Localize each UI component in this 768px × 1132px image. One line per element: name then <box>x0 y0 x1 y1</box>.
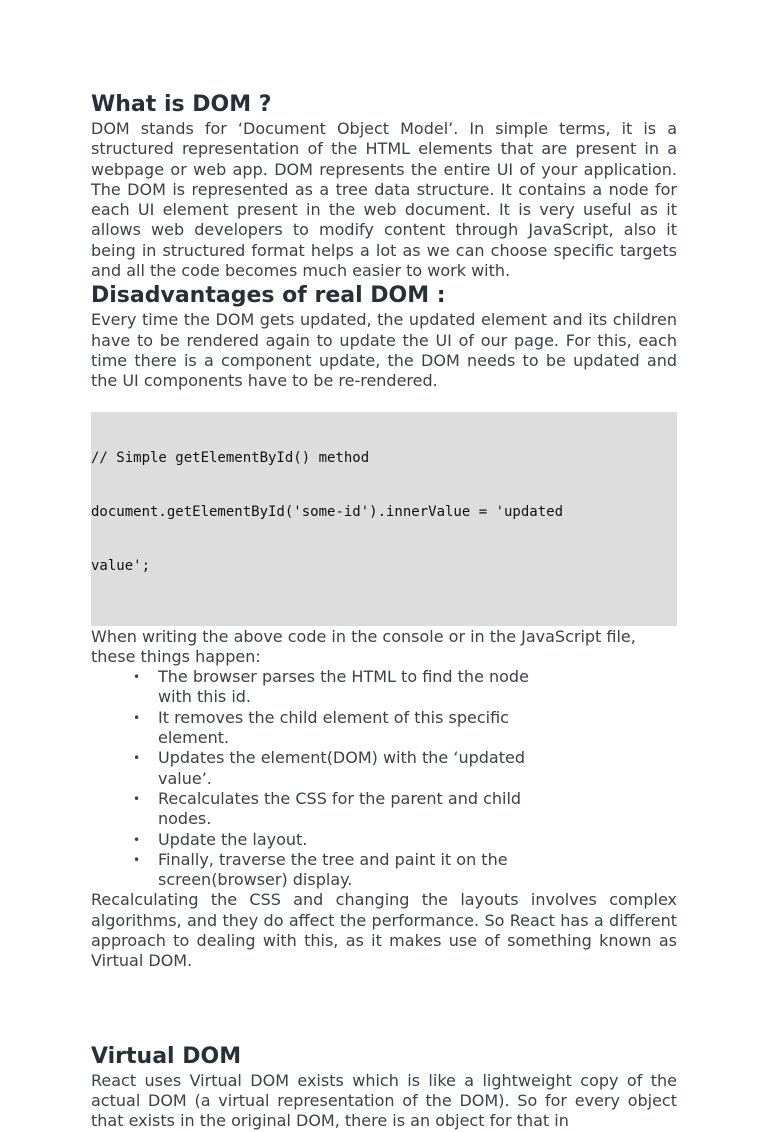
bullet-icon: • <box>133 670 141 685</box>
list-item <box>133 707 677 749</box>
bullet-icon: • <box>133 791 141 806</box>
list-item <box>133 667 677 708</box>
heading-virtual-dom: Virtual DOM <box>91 1043 242 1069</box>
document-page <box>91 91 677 1132</box>
heading-what-is-dom: What is DOM ? <box>91 92 272 117</box>
steps-list <box>91 667 677 890</box>
paragraph-dom-definition: DOM stands for ‘Document Object Model’. In simple terms, it is a structured representation of the HTML elements that are present in a webpage or web app. DOM represents the entire UI of your application. The DOM is represented as a tree data structure. It contains a node for each UI element present in the web document. It is very useful as it allows web developers to modify content through JavaScript, also it being in structured format helps a lot as we can choose specific targets and all the code becomes much easier to work with. <box>91 119 677 281</box>
code-line: // Simple getElementById() method <box>91 449 370 466</box>
bullet-icon: • <box>133 710 141 725</box>
list-item-text: The browser parses the HTML to find the node with this id. <box>158 667 529 707</box>
list-item-text: Finally, traverse the tree and paint it on the screen(browser) display. <box>158 849 508 890</box>
code-block <box>91 412 677 626</box>
heading-disadvantages: Disadvantages of real DOM : <box>91 283 446 309</box>
list-item <box>133 829 677 850</box>
list-item-text: It removes the child element of this specific element. <box>158 707 509 748</box>
paragraph-after-code: When writing the above code in the console or in the JavaScript file, these things happen: <box>91 626 636 666</box>
code-line: document.getElementById('some-id').innerValue = 'updated <box>91 503 564 520</box>
paragraph-disadvantages: Every time the DOM gets updated, the updated element and its children have to be rendered again to update the UI of our page. For this, each time there is a component update, the DOM needs to be updated and the UI components have to be re-rendered. <box>91 310 677 391</box>
list-item <box>133 788 677 830</box>
paragraph-virtual-dom: React uses Virtual DOM exists which is like a lightweight copy of the actual DOM (a virtual representation of the DOM). So for every object that exists in the original DOM, there is an object for that in <box>91 1070 677 1131</box>
list-item <box>133 849 677 891</box>
code-line: value'; <box>91 557 151 574</box>
list-item-text: Updates the element(DOM) with the ‘updated value’. <box>158 748 525 788</box>
list-item-text: Update the layout. <box>158 829 308 849</box>
bullet-icon: • <box>133 832 141 847</box>
section-spacer <box>91 972 677 1043</box>
list-item-text: Recalculates the CSS for the parent and child nodes. <box>158 788 522 829</box>
list-item <box>133 748 677 789</box>
bullet-icon: • <box>133 751 141 766</box>
paragraph-closing: Recalculating the CSS and changing the layouts involves complex algorithms, and they do affect the performance. So React has a different approach to dealing with this, as it makes use of something known as Virtual DOM. <box>91 890 677 971</box>
bullet-icon: • <box>133 852 141 867</box>
